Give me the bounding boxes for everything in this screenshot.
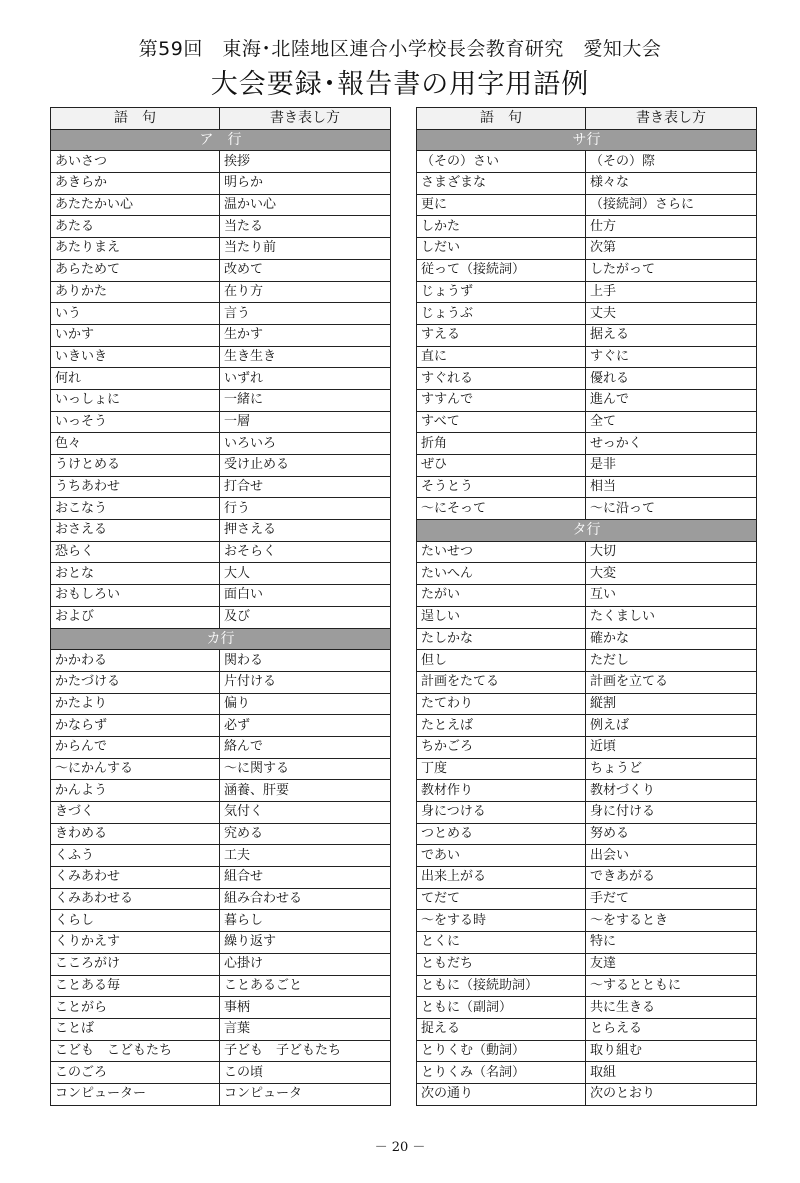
table-row (51, 259, 391, 281)
phrase-cell: こども こどもたち (51, 1040, 220, 1062)
table-row (51, 888, 391, 910)
phrase-cell: あたる (51, 216, 220, 238)
phrase-cell: すすんで (417, 389, 586, 411)
phrase-cell: ～をする時 (417, 910, 586, 932)
phrase-cell: あいさつ (51, 151, 220, 173)
notation-cell: いずれ (220, 368, 391, 390)
phrase-cell: しかた (417, 216, 586, 238)
notation-cell: 在り方 (220, 281, 391, 303)
phrase-cell: おとな (51, 563, 220, 585)
table-row (417, 953, 757, 975)
table-row (51, 997, 391, 1019)
table-row (417, 1040, 757, 1062)
phrase-cell: ともに（副詞） (417, 997, 586, 1019)
notation-cell: 優れる (586, 368, 757, 390)
table-row (51, 541, 391, 563)
table-row (417, 281, 757, 303)
table-row (51, 867, 391, 889)
notation-cell: 受け止める (220, 455, 391, 477)
table-row (417, 173, 757, 195)
header-row (51, 108, 391, 130)
phrase-cell: ぜひ (417, 455, 586, 477)
phrase-cell: 出来上がる (417, 867, 586, 889)
notation-cell: 計画を立てる (586, 671, 757, 693)
table-row (417, 476, 757, 498)
table-row (417, 216, 757, 238)
phrase-cell: たがい (417, 585, 586, 607)
phrase-header: 語 句 (51, 108, 220, 130)
phrase-cell: くみあわせる (51, 888, 220, 910)
notation-cell: 究める (220, 823, 391, 845)
table-row (51, 802, 391, 824)
phrase-cell: さまざまな (417, 173, 586, 195)
phrase-cell: たしかな (417, 628, 586, 650)
section-header-row (51, 628, 391, 650)
table-row (51, 650, 391, 672)
table-row (417, 151, 757, 173)
notation-cell: 絡んで (220, 736, 391, 758)
table-row (417, 411, 757, 433)
table-row (417, 585, 757, 607)
table-row (417, 1083, 757, 1105)
phrase-cell: いう (51, 303, 220, 325)
table-row (51, 932, 391, 954)
title-line-1: 第59回 東海･北陸地区連合小学校長会教育研究 愛知大会 (138, 38, 662, 60)
phrase-cell: 身につける (417, 802, 586, 824)
table-row (417, 455, 757, 477)
notation-cell: 教材づくり (586, 780, 757, 802)
table-row (51, 1018, 391, 1040)
table-row (417, 975, 757, 997)
phrase-cell: かならず (51, 715, 220, 737)
notation-cell: 丈夫 (586, 303, 757, 325)
table-row (51, 498, 391, 520)
table-row (417, 802, 757, 824)
notation-cell: 打合せ (220, 476, 391, 498)
phrase-cell: 次の通り (417, 1083, 586, 1105)
notation-cell: たくましい (586, 606, 757, 628)
table-row (51, 520, 391, 542)
notation-cell: 組み合わせる (220, 888, 391, 910)
notation-cell: 様々な (586, 173, 757, 195)
phrase-cell: いっしょに (51, 389, 220, 411)
notation-cell: 片付ける (220, 671, 391, 693)
table-row (417, 845, 757, 867)
notation-cell: 挨拶 (220, 151, 391, 173)
phrase-cell: 逞しい (417, 606, 586, 628)
table-row (51, 715, 391, 737)
table-row (417, 1018, 757, 1040)
table-row (417, 715, 757, 737)
phrase-cell: とくに (417, 932, 586, 954)
table-row (417, 867, 757, 889)
phrase-cell: であい (417, 845, 586, 867)
notation-cell: 出会い (586, 845, 757, 867)
phrase-cell: こころがけ (51, 953, 220, 975)
phrase-cell: かたづける (51, 671, 220, 693)
phrase-cell: そうとう (417, 476, 586, 498)
table-row (51, 606, 391, 628)
table-row (417, 238, 757, 260)
notation-cell: いろいろ (220, 433, 391, 455)
table-row (417, 563, 757, 585)
phrase-cell: ～にかんする (51, 758, 220, 780)
notation-cell: 次のとおり (586, 1083, 757, 1105)
notation-cell: 努める (586, 823, 757, 845)
notation-cell: 特に (586, 932, 757, 954)
table-row (51, 346, 391, 368)
table-row (417, 541, 757, 563)
notation-cell: 言葉 (220, 1018, 391, 1040)
phrase-cell: ことがら (51, 997, 220, 1019)
phrase-cell: いきいき (51, 346, 220, 368)
section-label: タ行 (417, 520, 757, 542)
header-row (417, 108, 757, 130)
table-row (51, 194, 391, 216)
table-row (417, 194, 757, 216)
table-row (417, 780, 757, 802)
notation-cell: 明らか (220, 173, 391, 195)
notation-cell: 全て (586, 411, 757, 433)
table-row (417, 346, 757, 368)
notation-cell: 工夫 (220, 845, 391, 867)
phrase-cell: たてわり (417, 693, 586, 715)
phrase-cell: ～にそって (417, 498, 586, 520)
phrase-cell: じょうず (417, 281, 586, 303)
table-row (51, 151, 391, 173)
notation-cell: 近頃 (586, 736, 757, 758)
notation-cell: 気付く (220, 802, 391, 824)
notation-cell: 共に生きる (586, 997, 757, 1019)
table-row (417, 368, 757, 390)
table-row (51, 693, 391, 715)
notation-cell: 生き生き (220, 346, 391, 368)
table-row (51, 953, 391, 975)
phrase-cell: （その）さい (417, 151, 586, 173)
notation-cell: 手だて (586, 888, 757, 910)
table-row (51, 216, 391, 238)
table-row (417, 910, 757, 932)
table-row (417, 498, 757, 520)
phrase-cell: ことある毎 (51, 975, 220, 997)
table-row (51, 975, 391, 997)
phrase-cell: 折角 (417, 433, 586, 455)
table-row (417, 758, 757, 780)
phrase-cell: すべて (417, 411, 586, 433)
notation-cell: （その）際 (586, 151, 757, 173)
notation-cell: 繰り返す (220, 932, 391, 954)
table-row (51, 281, 391, 303)
notation-cell: ただし (586, 650, 757, 672)
phrase-cell: ことば (51, 1018, 220, 1040)
table-row (417, 671, 757, 693)
table-row (51, 585, 391, 607)
table-row (51, 324, 391, 346)
phrase-cell: いっそう (51, 411, 220, 433)
notation-cell: 偏り (220, 693, 391, 715)
phrase-cell: 従って（接続詞） (417, 259, 586, 281)
section-header-row (417, 129, 757, 151)
phrase-cell: くらし (51, 910, 220, 932)
table-row (417, 433, 757, 455)
table-row (51, 563, 391, 585)
title-line-2: 大会要録･報告書の用字用語例 (210, 69, 590, 100)
table-row (51, 173, 391, 195)
notation-cell: 組合せ (220, 867, 391, 889)
notation-cell: 行う (220, 498, 391, 520)
table-row (51, 1040, 391, 1062)
phrase-cell: とりくみ（名詞） (417, 1062, 586, 1084)
table-row (417, 650, 757, 672)
notation-cell: すぐに (586, 346, 757, 368)
notation-cell: 大人 (220, 563, 391, 585)
notation-cell: したがって (586, 259, 757, 281)
table-row (417, 1062, 757, 1084)
table-row (51, 303, 391, 325)
table-row (417, 606, 757, 628)
phrase-cell: 丁度 (417, 758, 586, 780)
notation-cell: 大切 (586, 541, 757, 563)
table-row (51, 1083, 391, 1105)
notation-cell: 相当 (586, 476, 757, 498)
phrase-cell: とりくむ（動詞） (417, 1040, 586, 1062)
phrase-header: 語 句 (417, 108, 586, 130)
phrase-cell: ちかごろ (417, 736, 586, 758)
notation-cell: 押さえる (220, 520, 391, 542)
phrase-cell: 何れ (51, 368, 220, 390)
phrase-cell: かたより (51, 693, 220, 715)
table-row (417, 389, 757, 411)
phrase-cell: あきらか (51, 173, 220, 195)
notation-cell: この頃 (220, 1062, 391, 1084)
notation-cell: 進んで (586, 389, 757, 411)
notation-cell: 上手 (586, 281, 757, 303)
table-row (417, 259, 757, 281)
table-row (51, 238, 391, 260)
phrase-cell: きづく (51, 802, 220, 824)
phrase-cell: じょうぶ (417, 303, 586, 325)
table-row (417, 324, 757, 346)
table-row (51, 368, 391, 390)
phrase-cell: すぐれる (417, 368, 586, 390)
phrase-cell: てだて (417, 888, 586, 910)
section-label: ア 行 (51, 129, 391, 151)
notation-cell: 縦割 (586, 693, 757, 715)
table-row (417, 997, 757, 1019)
phrase-cell: 直に (417, 346, 586, 368)
notation-cell: 言う (220, 303, 391, 325)
phrase-cell: あたりまえ (51, 238, 220, 260)
notation-cell: 互い (586, 585, 757, 607)
phrase-cell: くふう (51, 845, 220, 867)
table-row (51, 758, 391, 780)
notation-cell: ちょうど (586, 758, 757, 780)
phrase-cell: しだい (417, 238, 586, 260)
table-row (51, 671, 391, 693)
table-row (417, 736, 757, 758)
notation-cell: できあがる (586, 867, 757, 889)
notation-cell: 必ず (220, 715, 391, 737)
phrase-cell: たいへん (417, 563, 586, 585)
notation-cell: 涵養、肝要 (220, 780, 391, 802)
table-row (417, 888, 757, 910)
notation-cell: 生かす (220, 324, 391, 346)
notation-cell: 子ども 子どもたち (220, 1040, 391, 1062)
phrase-cell: 但し (417, 650, 586, 672)
notation-cell: ことあるごと (220, 975, 391, 997)
section-label: カ行 (51, 628, 391, 650)
phrase-cell: コンピューター (51, 1083, 220, 1105)
table-row (51, 780, 391, 802)
phrase-cell: つとめる (417, 823, 586, 845)
table-row (417, 303, 757, 325)
table-row (51, 476, 391, 498)
page-number: － 20 － (374, 1140, 426, 1155)
section-header-row (51, 129, 391, 151)
section-label: サ行 (417, 129, 757, 151)
notation-cell: 確かな (586, 628, 757, 650)
table-row (51, 736, 391, 758)
table-row (51, 823, 391, 845)
phrase-cell: および (51, 606, 220, 628)
notation-cell: せっかく (586, 433, 757, 455)
phrase-cell: からんで (51, 736, 220, 758)
phrase-cell: おさえる (51, 520, 220, 542)
phrase-cell: たいせつ (417, 541, 586, 563)
phrase-cell: うけとめる (51, 455, 220, 477)
phrase-cell: ともだち (417, 953, 586, 975)
table-row (417, 628, 757, 650)
phrase-cell: このごろ (51, 1062, 220, 1084)
phrase-cell: くみあわせ (51, 867, 220, 889)
phrase-cell: 捉える (417, 1018, 586, 1040)
right-table-body (417, 129, 757, 1105)
notation-cell: 当たり前 (220, 238, 391, 260)
notation-cell: 友達 (586, 953, 757, 975)
notation-cell: 取り組む (586, 1040, 757, 1062)
phrase-cell: ありかた (51, 281, 220, 303)
table-row (417, 693, 757, 715)
phrase-cell: うちあわせ (51, 476, 220, 498)
table-row (51, 389, 391, 411)
phrase-cell: おもしろい (51, 585, 220, 607)
table-row (51, 411, 391, 433)
phrase-cell: 色々 (51, 433, 220, 455)
notation-cell: おそらく (220, 541, 391, 563)
phrase-cell: いかす (51, 324, 220, 346)
notation-header: 書き表し方 (586, 108, 757, 130)
notation-cell: ～をするとき (586, 910, 757, 932)
table-row (51, 433, 391, 455)
notation-cell: コンピュータ (220, 1083, 391, 1105)
phrase-cell: すえる (417, 324, 586, 346)
notation-cell: 事柄 (220, 997, 391, 1019)
notation-cell: 暮らし (220, 910, 391, 932)
notation-cell: 身に付ける (586, 802, 757, 824)
notation-cell: 及び (220, 606, 391, 628)
phrase-cell: 更に (417, 194, 586, 216)
notation-cell: 例えば (586, 715, 757, 737)
phrase-cell: かかわる (51, 650, 220, 672)
word-table-right (416, 107, 757, 1106)
phrase-cell: おこなう (51, 498, 220, 520)
table-row (51, 455, 391, 477)
phrase-cell: かんよう (51, 780, 220, 802)
section-header-row (417, 520, 757, 542)
notation-cell: 是非 (586, 455, 757, 477)
notation-cell: 次第 (586, 238, 757, 260)
notation-cell: 取組 (586, 1062, 757, 1084)
left-table-body (51, 129, 391, 1105)
notation-cell: 大変 (586, 563, 757, 585)
notation-cell: 改めて (220, 259, 391, 281)
notation-cell: 当たる (220, 216, 391, 238)
phrase-cell: 恐らく (51, 541, 220, 563)
notation-cell: 据える (586, 324, 757, 346)
notation-cell: （接続詞）さらに (586, 194, 757, 216)
notation-cell: 温かい心 (220, 194, 391, 216)
notation-cell: 一層 (220, 411, 391, 433)
notation-cell: ～に沿って (586, 498, 757, 520)
phrase-cell: あたたかい心 (51, 194, 220, 216)
word-table-left (50, 107, 391, 1106)
phrase-cell: たとえば (417, 715, 586, 737)
notation-cell: 関わる (220, 650, 391, 672)
table-row (51, 910, 391, 932)
phrase-cell: あらためて (51, 259, 220, 281)
phrase-cell: くりかえす (51, 932, 220, 954)
phrase-cell: ともに（接続助詞） (417, 975, 586, 997)
table-row (51, 845, 391, 867)
table-row (51, 1062, 391, 1084)
notation-cell: 一緒に (220, 389, 391, 411)
phrase-cell: きわめる (51, 823, 220, 845)
notation-cell: ～するとともに (586, 975, 757, 997)
phrase-cell: 教材作り (417, 780, 586, 802)
table-row (417, 932, 757, 954)
phrase-cell: 計画をたてる (417, 671, 586, 693)
notation-cell: 仕方 (586, 216, 757, 238)
notation-cell: 面白い (220, 585, 391, 607)
notation-header: 書き表し方 (220, 108, 391, 130)
notation-cell: 心掛け (220, 953, 391, 975)
notation-cell: とらえる (586, 1018, 757, 1040)
table-row (417, 823, 757, 845)
notation-cell: ～に関する (220, 758, 391, 780)
